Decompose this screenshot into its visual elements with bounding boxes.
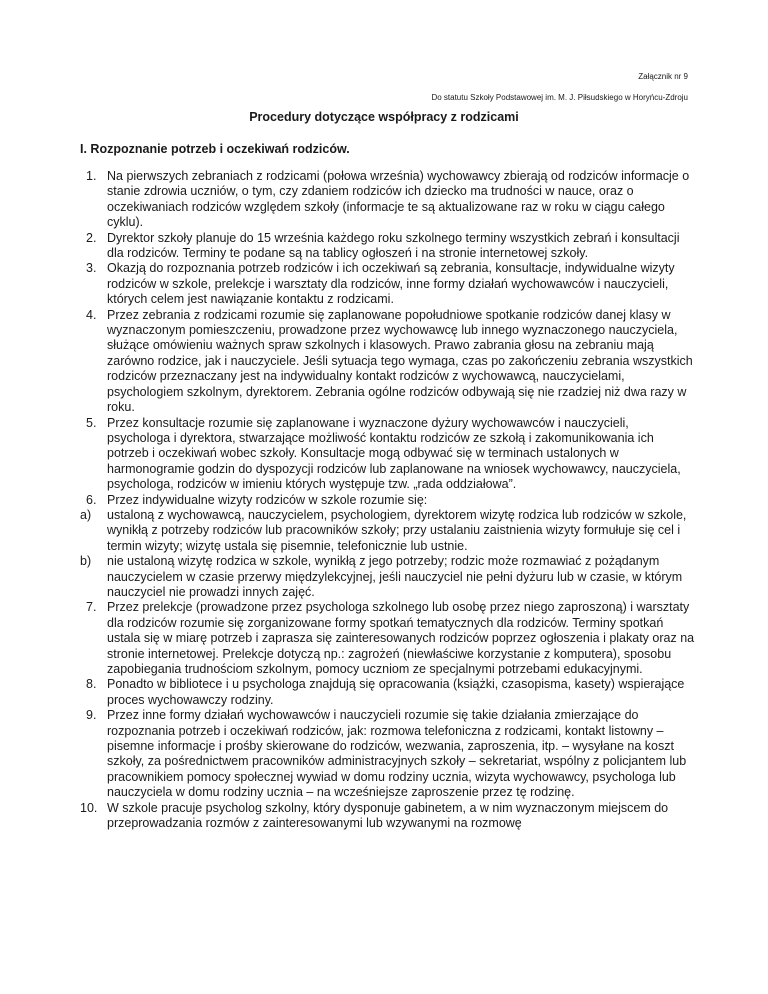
statute-reference: Do statutu Szkoły Podstawowej im. M. J. Piłsudskiego w Horyńcu-Zdroju [431,93,688,102]
item-text: Przez zebrania z rodzicami rozumie się zaplanowane popołudniowe spotkanie rodziców danej klasy w wyznaczonym pomieszczeniu, prowadzone przez wychowawcę lub innego wyznaczonego nauczyciela, służące omówieniu ważnych spraw szkolnych i klasowych. Prawo zabrania głosu na zebraniu mają zarówno rodzice, jak i nauczyciele. Jeśli sytuacja tego wymaga, czas po zakończeniu zebrania wszystkich rodziców przeznaczany jest na indywidualny kontakt rodziców z wychowawcą, nauczycielami, psychologiem szkolnym, dyrektorem. Zebrania ogólne rodziców odbywają się nie rzadziej niż dwa razy w roku. [107,307,693,415]
procedure-list [80,169,695,831]
item-text: Dyrektor szkoły planuje do 15 września każdego roku szkolnego terminy wszystkich zebrań i konsultacji dla rodziców. Terminy te podane są na tablicy ogłoszeń i na stronie internetowej szkoły. [107,230,680,261]
item-text: Przez inne formy działań wychowawców i nauczycieli rozumie się takie działania zmierzające do rozpoznania potrzeb i oczekiwań rodziców, jak: rozmowa telefoniczna z rodzicami, kontakt listowny – pisemne informacje i prośby skierowane do rodziców, wezwania, zaproszenia, itp. – wysyłane na koszt szkoły, za pośrednictwem pracowników administracyjnych szkoły – sekretariat, wspólny z policjantem lub pracownikiem pomocy społecznej wywiad w domu rodziny ucznia, wizyta wychowawcy, psychologa lub nauczyciela w domu rodziny ucznia – na wcześniejsze zaproszenie przez tę rodzinę. [107,708,687,800]
list-item [80,600,695,677]
item-text: W szkole pracuje psycholog szkolny, który dysponuje gabinetem, a w nim wyznaczonym miejscem do przeprowadzania rozmów z zainteresowanymi lub wzywanymi na rozmowę [107,800,669,831]
list-subitem [80,554,695,600]
annex-label: Załącznik nr 9 [638,72,688,81]
item-marker: 4. [86,307,97,322]
item-text: Na pierwszych zebraniach z rodzicami (połowa września) wychowawcy zbierają od rodziców informacje o stanie zdrowia uczniów, o tym, czy zdaniem rodziców ich dziecko ma trudności w nauce, oraz o oczekiwaniach rodziców względem szkoły (informacje te są aktualizowane raz w roku w ciągu całego cyklu). [107,169,690,230]
item-marker: 6. [86,492,97,507]
item-text: Przez konsultacje rozumie się zaplanowane i wyznaczone dyżury wychowawców i nauczycieli, psychologa i dyrektora, stwarzające możliwość kontaktu rodziców ze szkołą i zakomunikowania ich potrzeb i oczekiwań wobec szkoły. Konsultacje mogą odbywać się w terminach ustalonych w harmonogramie godzin do dyspozycji rodziców lub zaplanowane na wniosek wychowawcy, nauczyciela, psychologa, rodziców w imieniu których występuje tzw. „rada oddziałowa”. [107,415,681,492]
list-item [80,169,695,231]
item-marker: 7. [86,600,97,615]
list-item [80,677,695,708]
list-item [80,231,695,262]
section-heading: I. Rozpoznanie potrzeb i oczekiwań rodziców. [80,142,350,156]
subitem-marker: a) [80,507,92,522]
list-item [80,708,695,800]
item-marker: 3. [86,261,97,276]
item-marker: 1. [86,169,97,183]
list-item [80,261,695,307]
list-item [80,416,695,493]
item-text: Okazją do rozpoznania potrzeb rodziców i ich oczekiwań są zebrania, konsultacje, indywidualne wizyty rodziców w szkole, prelekcje i warsztaty dla rodziców, inne formy działań wychowawców i nauczycieli, których celem jest nawiązanie kontaktu z rodzicami. [107,261,675,307]
item-text: Przez indywidualne wizyty rodziców w szkole rozumie się: [107,492,428,507]
list-item [80,308,695,416]
list-item [80,493,695,508]
subitem-marker: b) [80,554,92,569]
item-marker: 5. [86,415,97,430]
subitem-text: nie ustaloną wizytę rodzica w szkole, wynikłą z jego potrzeby; rodzic może rozmawiać z pożądanym nauczycielem w czasie przerwy międzylekcyjnej, jeśli nauczyciel nie pełni dyżuru lub w czasie, w którym nauczyciel nie prowadzi innych zajęć. [107,554,683,599]
item-marker: 8. [86,677,97,692]
item-marker: 2. [86,230,97,245]
item-text: Przez prelekcje (prowadzone przez psychologa szkolnego lub osobę przez niego zaproszoną) i warsztaty dla rodziców rozumie się zorganizowane formy spotkań tematycznych dla rodziców. Terminy spotkań ustala się w miarę potrzeb i zaprasza się zainteresowanych rodziców poprzez ogłoszenia i plakaty oraz na stronie internetowej. Prelekcje dotyczą np.: zagrożeń (niewłaściwe korzystanie z komputera), sposobu zapobiegania trudnościom szkolnym, pomocy uczniom ze specjalnymi potrzebami edukacyjnymi. [107,600,695,676]
item-marker: 9. [86,708,97,723]
item-text: Ponadto w bibliotece i u psychologa znajdują się opracowania (książki, czasopisma, kasety) wspierające proces wychowawczy rodziny. [107,677,685,707]
item-marker: 10. [80,800,98,815]
list-item [80,801,695,832]
subitem-text: ustaloną z wychowawcą, nauczycielem, psychologiem, dyrektorem wizytę rodzica lub rodziców w szkole, wynikłą z potrzeby rodziców lub pracowników szkoły; przy ustalaniu zaistnienia wizyty formułuje się cel i termin wizyty; wizytę ustala się pisemnie, telefonicznie lub ustnie. [107,507,687,553]
document-title: Procedury dotyczące współpracy z rodzicami [249,110,519,124]
list-subitem [80,508,695,554]
